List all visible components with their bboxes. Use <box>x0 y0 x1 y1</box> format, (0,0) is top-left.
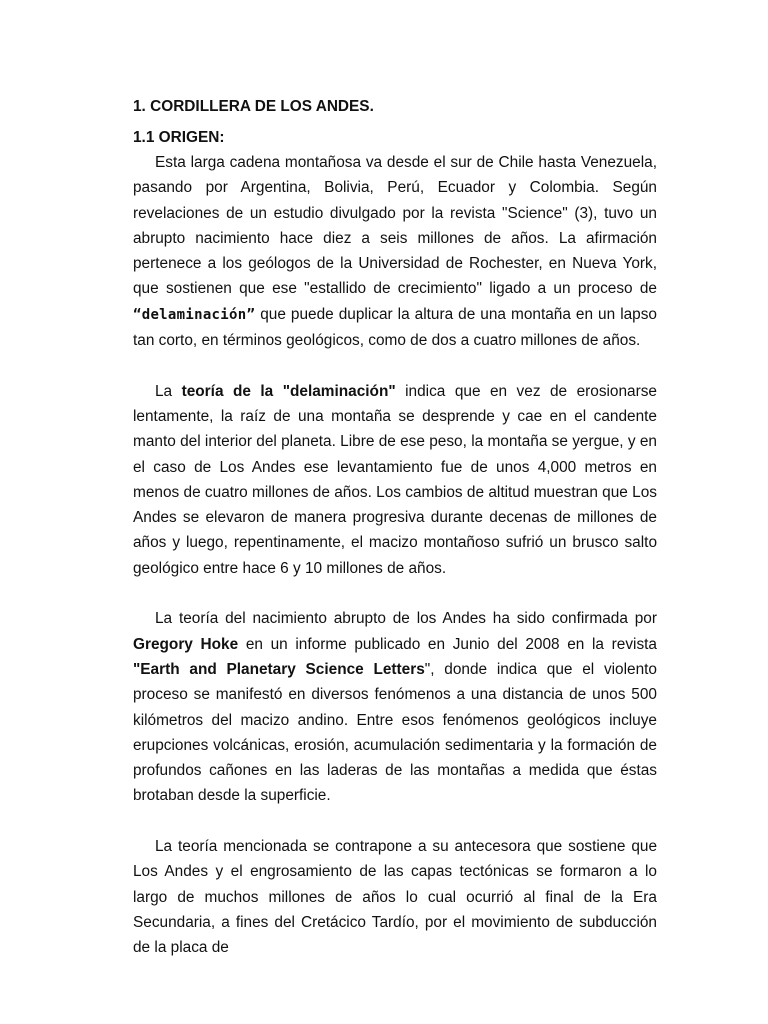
paragraph-text: en un informe publicado en Junio del 2008 en la revista <box>238 635 657 653</box>
section-heading: 1. CORDILLERA DE LOS ANDES. <box>133 98 374 115</box>
term-theory: teoría de la "delaminación" <box>181 382 396 400</box>
paragraph-text: La <box>155 382 182 400</box>
paragraph-confirmation <box>133 606 657 808</box>
paragraph-text: que puede duplicar la altura de una montaña en un lapso tan corto, en términos geológicos, como de dos a cuatro millones de años. <box>133 305 657 350</box>
paragraph-antecedent: La teoría mencionada se contrapone a su antecesora que sostiene que Los Andes y el engrosamiento de las capas tectónicas se formaron a lo largo de muchos millones de años lo cual ocurrió al final de la Era Secundaria, a fines del Cretácico Tardío, por el movimiento de subducción de la placa de <box>133 838 657 957</box>
author-name: Gregory Hoke <box>133 635 239 653</box>
paragraph-text: ", donde indica que el violento proceso se manifestó en diversos fenómenos a una distancia de unos 500 kilómetros del macizo andino. Entre esos fenómenos geológicos incluye erupciones volcánicas, erosión, acumulación sedimentaria y la formación de profundos cañones en las laderas de las montañas a medida que éstas brotaban desde la superficie. <box>133 660 657 805</box>
paragraph-origin <box>133 150 657 353</box>
paragraph-gap <box>133 581 657 606</box>
paragraph-text: Esta larga cadena montañosa va desde el sur de Chile hasta Venezuela, pasando por Argentina, Bolivia, Perú, Ecuador y Colombia. Según revelaciones de un estudio divulgado por la revista "Science" (3), tuvo un abrupto nacimiento hace diez a seis millones de años. La afirmación pertenece a los geólogos de la Universidad de Rochester, en Nueva York, que sostienen que ese "estallido de crecimiento" ligado a un proceso de <box>133 154 657 298</box>
subsection-heading: 1.1 ORIGEN: <box>133 129 225 146</box>
term-delaminacion: “delaminación” <box>133 306 256 323</box>
journal-name: "Earth and Planetary Science Letters <box>133 660 425 678</box>
paragraph-text: indica que en vez de erosionarse lentamente, la raíz de una montaña se desprende y cae en el candente manto del interior del planeta. Libre de ese peso, la montaña se yergue, y en el caso de Los Andes ese levantamiento fue de unos 4,000 metros en menos de cuatro millones de años. Los cambios de altitud muestran que Los Andes se elevaron de manera progresiva durante decenas de millones de años y luego, repentinamente, el macizo montañoso sufrió un brusco salto geológico entre hace 6 y 10 millones de años. <box>133 382 657 577</box>
paragraph-theory <box>133 379 657 581</box>
document-page <box>133 94 657 961</box>
paragraph-gap <box>133 809 657 834</box>
paragraph-gap <box>133 353 657 378</box>
paragraph-text: La teoría del nacimiento abrupto de los Andes ha sido confirmada por <box>155 610 657 628</box>
